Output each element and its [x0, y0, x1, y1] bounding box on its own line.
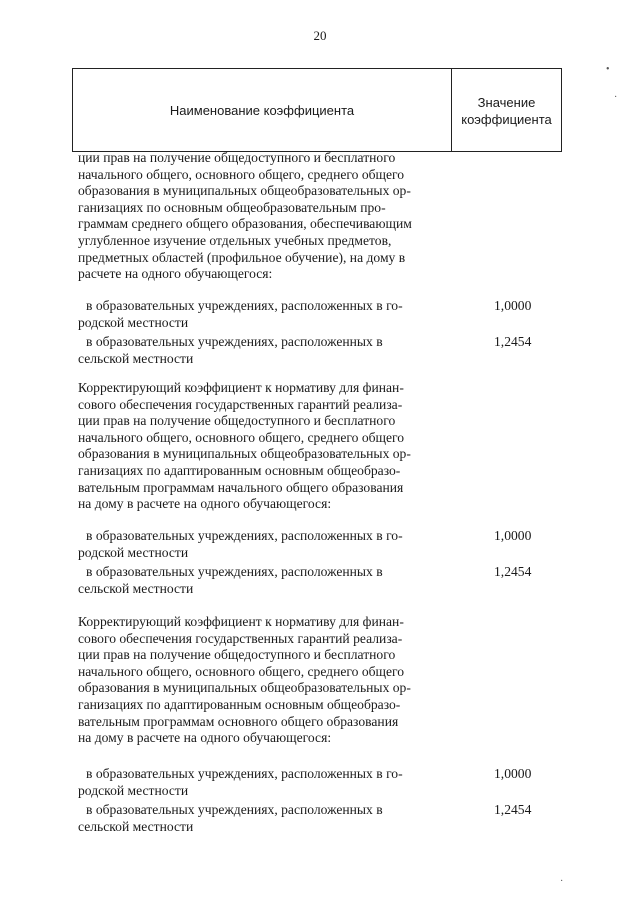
text-line: на дому в расчете на одного обучающегося:	[78, 730, 332, 746]
text-line: граммам среднего общего образования, обеспечивающим	[78, 216, 412, 232]
text-line: в образовательных учреждениях, расположенных в	[86, 564, 383, 579]
page-number: 20	[313, 28, 327, 43]
text-line: образования в муниципальных общеобразовательных ор-	[78, 446, 411, 462]
text-line: расчете на одного обучающегося:	[78, 266, 273, 282]
text-line: образования в муниципальных общеобразовательных ор-	[78, 680, 411, 696]
coefficient-description	[78, 614, 454, 747]
row-label	[78, 334, 454, 367]
text-line: сового обеспечения государственных гарантий реализа-	[78, 630, 403, 646]
column-header-value-line2: коэффициента	[461, 112, 552, 127]
row-label	[78, 528, 454, 561]
text-line: вательным программам основного общего образования	[78, 713, 399, 729]
text-line: родской местности	[78, 782, 189, 798]
text-line: на дому в расчете на одного обучающегося:	[78, 496, 332, 512]
row-label	[78, 802, 454, 835]
row-value: 1,0000	[494, 528, 532, 543]
text-line: Корректирующий коэффициент к нормативу для финан-	[78, 380, 404, 395]
row-value: 1,0000	[494, 766, 532, 781]
text-line: ции прав на получение общедоступного и бесплатного	[78, 150, 396, 165]
scan-speck: ·	[614, 92, 618, 103]
text-line: вательным программам начального общего образования	[78, 479, 404, 495]
table-header	[72, 68, 562, 152]
text-line: ции прав на получение общедоступного и бесплатного	[78, 413, 396, 429]
row-value: 1,2454	[494, 564, 532, 579]
text-line: сового обеспечения государственных гарантий реализа-	[78, 396, 403, 412]
text-line: сельской местности	[78, 818, 194, 834]
coefficient-description	[78, 380, 454, 513]
text-line: в образовательных учреждениях, расположенных в го-	[86, 766, 403, 781]
row-value: 1,2454	[494, 802, 532, 817]
text-line: начального общего, основного общего, среднего общего	[78, 166, 405, 182]
row-value: 1,0000	[494, 298, 532, 313]
column-header-value-line1: Значение	[477, 95, 536, 110]
row-label	[78, 298, 454, 331]
text-line: ганизациях по адаптированным основным общеобразо-	[78, 462, 401, 478]
text-line: в образовательных учреждениях, расположенных в	[86, 802, 383, 817]
text-line: ции прав на получение общедоступного и бесплатного	[78, 647, 396, 663]
text-line: родской местности	[78, 544, 189, 560]
text-line: в образовательных учреждениях, расположенных в	[86, 334, 383, 349]
text-line: образования в муниципальных общеобразовательных ор-	[78, 183, 411, 199]
intro-paragraph	[78, 150, 454, 283]
text-line: сельской местности	[78, 580, 194, 596]
text-line: сельской местности	[78, 350, 194, 366]
column-header-name: Наименование коэффициента	[73, 69, 452, 151]
row-label	[78, 564, 454, 597]
text-line: родской местности	[78, 314, 189, 330]
text-line: начального общего, основного общего, среднего общего	[78, 429, 405, 445]
text-line: начального общего, основного общего, среднего общего	[78, 663, 405, 679]
text-line: Корректирующий коэффициент к нормативу для финан-	[78, 614, 404, 629]
text-line: предметных областей (профильное обучение), на дому в	[78, 249, 406, 265]
row-value: 1,2454	[494, 334, 532, 349]
text-line: в образовательных учреждениях, расположенных в го-	[86, 298, 403, 313]
text-line: углубленное изучение отдельных учебных предметов,	[78, 232, 392, 248]
text-line: ганизациях по основным общеобразовательным про-	[78, 199, 386, 215]
column-header-value	[452, 69, 561, 151]
text-line: ганизациях по адаптированным основным общеобразо-	[78, 696, 401, 712]
row-label	[78, 766, 454, 799]
text-line: в образовательных учреждениях, расположенных в го-	[86, 528, 403, 543]
scan-speck: •	[606, 64, 610, 75]
scan-speck: ·	[560, 876, 564, 887]
